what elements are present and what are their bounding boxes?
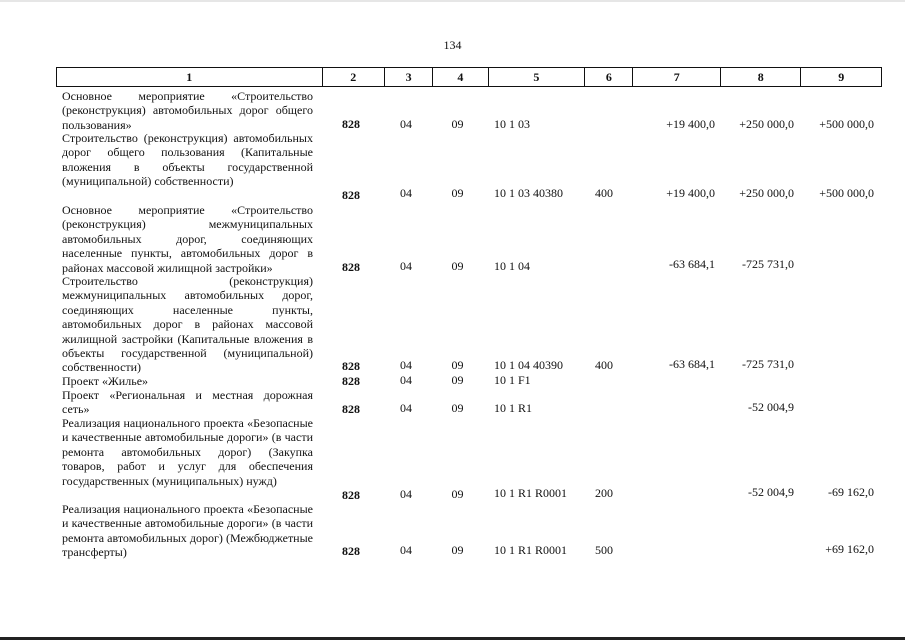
cell-col-6: 400 — [595, 186, 613, 200]
cell-col-3: 04 — [400, 487, 412, 501]
cell-col-5: 10 1 F1 — [494, 373, 531, 387]
cell-col-3: 04 — [400, 117, 412, 131]
cell-col-8: +250 000,0 — [739, 117, 794, 131]
cell-col-6: 500 — [595, 543, 613, 557]
cell-col-9: -69 162,0 — [828, 485, 874, 499]
header-col-4: 4 — [433, 68, 488, 87]
cell-col-5: 10 1 R1 R0001 — [494, 543, 568, 557]
page-number: 134 — [443, 38, 462, 52]
cell-col-4: 09 — [451, 373, 464, 387]
header-col-2: 2 — [322, 68, 384, 87]
cell-col-2: 828 — [342, 188, 360, 202]
cell-col-3: 04 — [400, 373, 412, 387]
cell-col-3: 04 — [400, 259, 412, 273]
cell-col-3: 04 — [400, 358, 412, 372]
header-col-9: 9 — [801, 68, 882, 87]
cell-col-4: 09 — [451, 487, 464, 501]
row-description: Строительство (реконструкция) межмуниципальных автомобильных дорог, соединяющих населенные пункты, автомобильных дорог в районах массовой жилищной застройки (Капитальные вложения в объекты государственной (муниципальной) собственности) — [62, 274, 313, 375]
row-description: Реализация национального проекта «Безопасные и качественные автомобильные дороги» (в части ремонта автомобильных дорог) (Межбюджетные трансферты) — [62, 502, 313, 560]
cell-col-8: -52 004,9 — [748, 485, 794, 499]
row-description: Основное мероприятие «Строительство (реконструкция) межмуниципальных автомобильных дорог, соединяющих населенные пункты, автомобильных дорог в районах массовой жилищной застройки» — [62, 203, 313, 275]
cell-col-4: 09 — [451, 358, 464, 372]
cell-col-5: 10 1 03 — [494, 117, 530, 131]
cell-col-9: +500 000,0 — [819, 186, 874, 200]
header-col-7: 7 — [633, 68, 721, 87]
cell-col-4: 09 — [451, 543, 464, 557]
cell-col-2: 828 — [342, 402, 360, 416]
header-col-1: 1 — [57, 68, 323, 87]
row-description: Проект «Жилье» — [62, 374, 149, 388]
cell-col-2: 828 — [342, 544, 360, 558]
header-col-8: 8 — [720, 68, 800, 87]
cell-col-5: 10 1 R1 — [494, 401, 533, 415]
cell-col-3: 04 — [400, 186, 412, 200]
cell-col-2: 828 — [342, 117, 360, 131]
cell-col-4: 09 — [451, 259, 464, 273]
cell-col-7: -63 684,1 — [669, 257, 715, 271]
cell-col-7: +19 400,0 — [666, 186, 715, 200]
header-col-3: 3 — [384, 68, 432, 87]
cell-col-6: 200 — [595, 486, 613, 500]
cell-col-8: +250 000,0 — [739, 186, 794, 200]
cell-col-6: 400 — [595, 358, 613, 372]
page-edge-top — [0, 0, 905, 2]
cell-col-2: 828 — [342, 488, 360, 502]
cell-col-9: +500 000,0 — [819, 117, 874, 131]
cell-col-7: +19 400,0 — [666, 117, 715, 131]
row-description: Строительство (реконструкция) автомобильных дорог общего пользования (Капитальные вложения в объекты государственной (муниципальной) собственности) — [62, 131, 313, 189]
cell-col-8: -725 731,0 — [742, 257, 794, 271]
header-col-6: 6 — [585, 68, 633, 87]
cell-col-4: 09 — [451, 401, 464, 415]
header-row — [57, 68, 882, 87]
cell-col-2: 828 — [342, 260, 360, 274]
cell-col-5: 10 1 04 40390 — [494, 358, 563, 372]
cell-col-9: +69 162,0 — [825, 542, 874, 556]
cell-col-4: 09 — [451, 117, 464, 131]
row-description: Проект «Региональная и местная дорожная сеть» — [62, 388, 313, 417]
cell-col-2: 828 — [342, 374, 360, 388]
row-description: Реализация национального проекта «Безопасные и качественные автомобильные дороги» (в части ремонта автомобильных дорог) (Закупка товаров, работ и услуг для обеспечения государственных (муниципальных) нужд) — [62, 416, 313, 488]
cell-col-5: 10 1 03 40380 — [494, 186, 563, 200]
cell-col-5: 10 1 04 — [494, 259, 530, 273]
cell-col-3: 04 — [400, 543, 412, 557]
cell-col-8: -52 004,9 — [748, 400, 794, 414]
header-col-5: 5 — [488, 68, 585, 87]
cell-col-2: 828 — [342, 359, 360, 373]
table-header — [56, 67, 882, 87]
cell-col-8: -725 731,0 — [742, 357, 794, 371]
cell-col-3: 04 — [400, 401, 412, 415]
cell-col-5: 10 1 R1 R0001 — [494, 486, 568, 500]
row-description: Основное мероприятие «Строительство (реконструкция) автомобильных дорог общего пользования» — [62, 89, 313, 132]
cell-col-4: 09 — [451, 186, 464, 200]
cell-col-7: -63 684,1 — [669, 357, 715, 371]
